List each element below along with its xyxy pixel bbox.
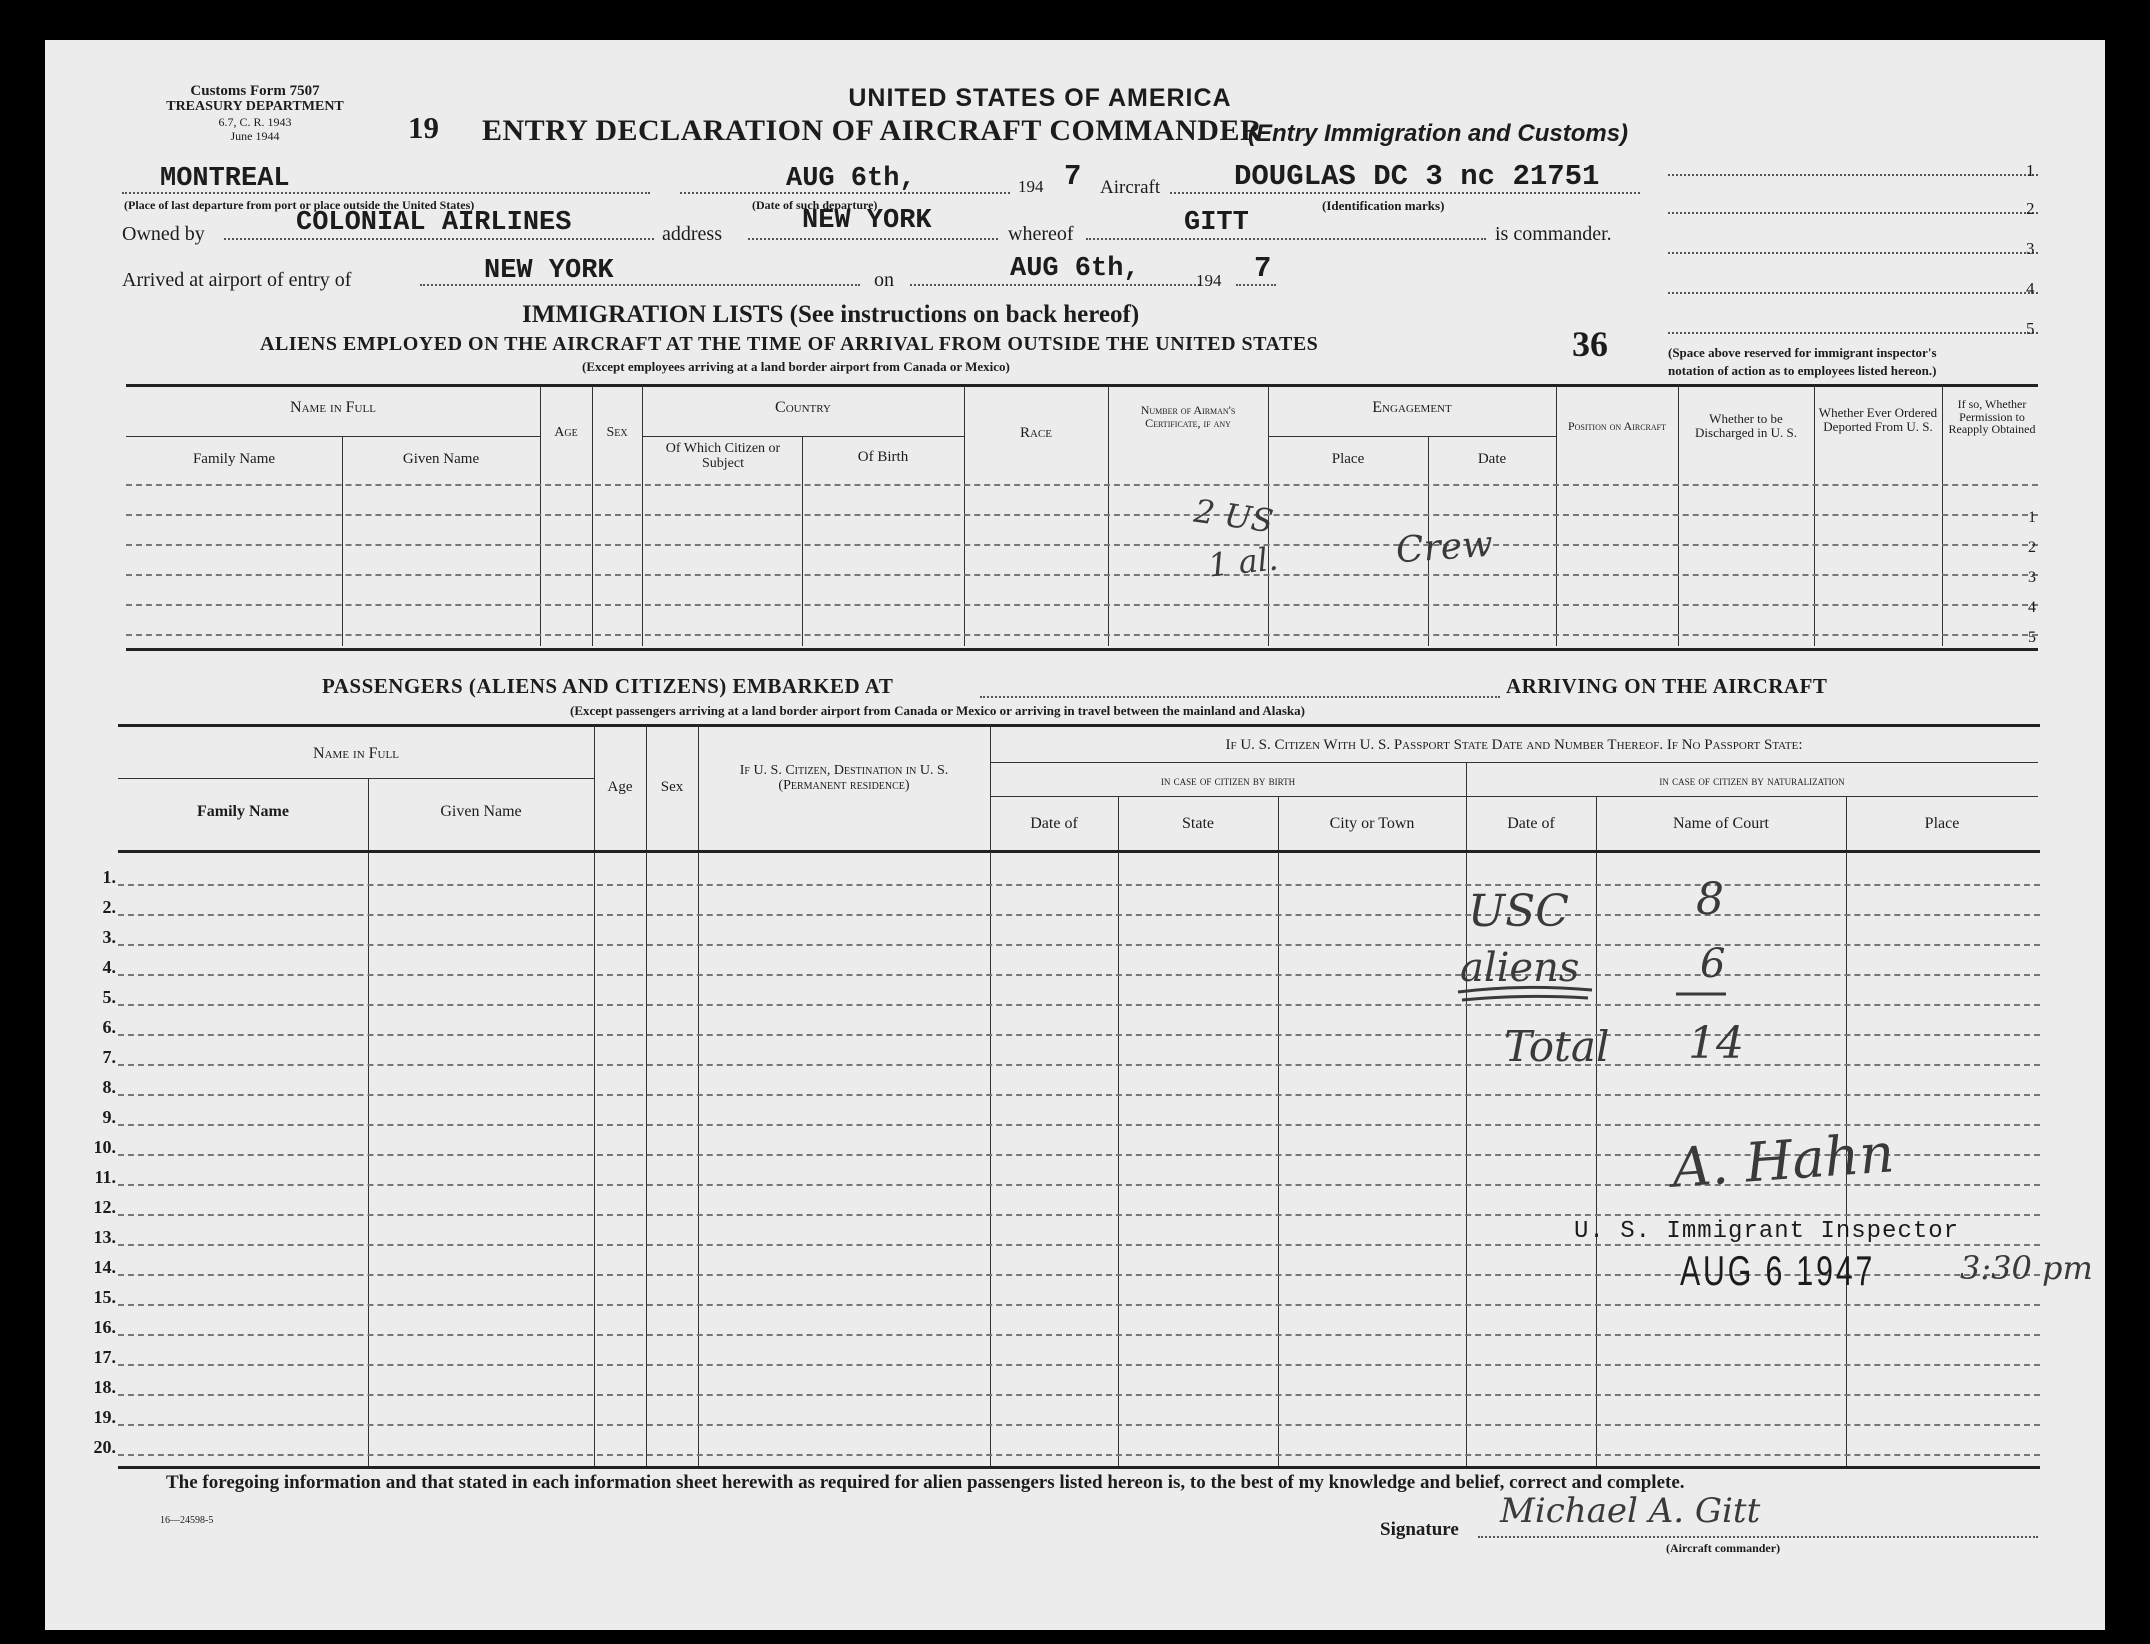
immigration-title: IMMIGRATION LISTS (See instructions on back hereof): [522, 301, 1140, 328]
passenger-table-bottom-border: [118, 1466, 2040, 1469]
crew-col-divider: [802, 436, 803, 646]
passenger-row-number-2: 2.: [102, 897, 116, 917]
crew-col-divider: [642, 386, 643, 646]
arrival-year-prefix: 194: [1196, 271, 1222, 290]
owner-label: Owned by: [122, 223, 205, 245]
passenger-row-number-14: 14.: [93, 1257, 116, 1277]
crew-note-crew: Crew: [1394, 523, 1495, 572]
passenger-header-given-name: Given Name: [440, 803, 522, 820]
immigration-subtitle: ALIENS EMPLOYED ON THE AIRCRAFT AT THE TIME OF ARRIVAL FROM OUTSIDE THE UNITED STATES: [260, 333, 1319, 355]
passenger-row-number-8: 8.: [102, 1077, 116, 1097]
departure-place-line: [122, 192, 650, 194]
passenger-col-divider: [1466, 762, 1467, 1466]
crew-col-divider: [1942, 386, 1943, 646]
country-heading: UNITED STATES OF AMERICA: [848, 84, 1232, 112]
crew-row-number-2: 2: [2028, 539, 2036, 556]
passenger-row-number-5: 5.: [102, 987, 116, 1007]
signature-label: Signature: [1380, 1519, 1459, 1540]
crew-header-date: Date: [1477, 451, 1507, 467]
departure-place-caption: (Place of last departure from port or place outside the United States): [124, 198, 475, 212]
aircraft-line: [1170, 192, 1640, 194]
signature-line: [1478, 1536, 2038, 1538]
print-code: 16—24598-5: [160, 1515, 214, 1526]
reserved-line-4: [1668, 292, 2038, 294]
immigration-caption: (Except employees arriving at a land border airport from Canada or Mexico): [582, 359, 1010, 374]
crew-row-number-5: 5: [2028, 629, 2036, 646]
crew-subheader-rule: [1268, 436, 1556, 437]
crew-header-name-in-full: Name in Full: [290, 399, 376, 416]
crew-row-number-1: 1: [2028, 509, 2036, 526]
page-title: ENTRY DECLARATION OF AIRCRAFT COMMANDER: [482, 114, 1263, 147]
form-sheet-number: 19: [408, 110, 439, 145]
passenger-subheader-rule: [990, 762, 2038, 763]
tally-usc-value: 8: [1696, 874, 1724, 925]
passenger-row-number-18: 18.: [93, 1377, 116, 1397]
reserved-line-2: [1668, 212, 2038, 214]
passenger-row-line: [118, 1004, 2040, 1006]
form-number-label: Customs Form 7507: [190, 83, 320, 99]
passenger-header-by-birth: in case of citizen by birth: [1160, 773, 1296, 788]
passenger-row-number-11: 11.: [94, 1167, 116, 1187]
reserved-number-1: 1: [2026, 161, 2035, 180]
crew-note-us: 2 US: [1191, 491, 1276, 541]
passenger-row-line: [118, 944, 2040, 946]
crew-header-sex: Sex: [606, 425, 628, 440]
departure-year-suffix: 7: [1064, 160, 1082, 193]
commander-suffix: is commander.: [1495, 223, 1612, 245]
reserved-line-1: [1668, 174, 2038, 176]
passenger-header-court: Name of Court: [1673, 815, 1769, 832]
crew-row-line: [126, 574, 2038, 576]
regulation-label: 6.7, C. R. 1943: [218, 115, 292, 129]
crew-col-divider: [1814, 386, 1815, 646]
arrival-on-label: on: [874, 269, 894, 291]
whereof-label: whereof: [1008, 223, 1074, 245]
passenger-header-city: City or Town: [1329, 815, 1415, 832]
commander-value: GITT: [1184, 208, 1249, 238]
passenger-subheader-rule: [990, 796, 2038, 797]
crew-row-number-3: 3: [2028, 569, 2036, 586]
departure-place-value: MONTREAL: [160, 164, 290, 194]
arrival-year-line: [1236, 284, 1276, 286]
crew-row-number-4: 4: [2028, 599, 2036, 616]
arrival-date-value: AUG 6th,: [1010, 254, 1140, 284]
passenger-header-age: Age: [607, 779, 633, 795]
passenger-header-bottom-border: [118, 850, 2040, 853]
departure-year-prefix: 194: [1018, 177, 1044, 196]
crew-header-engagement: Engagement: [1372, 399, 1452, 416]
passenger-row-line: [118, 1454, 2040, 1456]
certification-text: The foregoing information and that stated in each information sheet herewith as required for alien passengers listed hereon is, to the best of my knowledge and belief, correct and complete.: [166, 1472, 1685, 1493]
crew-header-reapply: If so, Whether Permission to Reapply Obtained: [1948, 397, 2036, 437]
passenger-header-destination: If U. S. Citizen, Destination in U. S. (Permanent residence): [739, 763, 949, 793]
arrival-label: Arrived at airport of entry of: [122, 269, 352, 291]
inspection-date-stamp: AUG 6 1947: [1680, 1247, 1876, 1294]
owner-value: COLONIAL AIRLINES: [296, 208, 572, 238]
tally-usc-label: USC: [1468, 886, 1569, 937]
passenger-col-divider: [990, 726, 991, 1466]
passenger-row-line: [118, 1034, 2040, 1036]
crew-col-divider: [1678, 386, 1679, 646]
crew-row-line: [126, 544, 2038, 546]
passenger-row-line: [118, 1064, 2040, 1066]
reserved-number-3: 3: [2026, 239, 2035, 258]
passenger-header-name-in-full: Name in Full: [313, 745, 399, 762]
passenger-header-state: State: [1182, 815, 1214, 832]
crew-header-discharged: Whether to be Discharged in U. S.: [1695, 411, 1797, 440]
owner-line: [224, 238, 654, 240]
commander-line: [1086, 238, 1486, 240]
crew-header-given-name: Given Name: [402, 451, 480, 467]
reserved-number-5: 5: [2026, 319, 2035, 338]
aircraft-label: Aircraft: [1100, 177, 1161, 198]
reserved-note-line2: notation of action as to employees listed hereon.): [1668, 363, 1937, 378]
crew-row-line: [126, 484, 2038, 486]
crew-col-divider: [592, 386, 593, 646]
crew-header-citizen-of: Of Which Citizen or Subject: [665, 441, 781, 471]
passenger-row-number-20: 20.: [93, 1437, 116, 1457]
form-date-label: June 1944: [230, 129, 280, 143]
reserved-number-4: 4: [2026, 279, 2035, 298]
passenger-row-number-3: 3.: [102, 927, 116, 947]
crew-header-family-name: Family Name: [192, 451, 276, 467]
tally-aliens-label: aliens: [1460, 945, 1580, 991]
passenger-row-number-10: 10.: [93, 1137, 116, 1157]
passenger-header-birth-date: Date of: [1030, 815, 1078, 832]
crew-header-position: Position on Aircraft: [1567, 419, 1666, 433]
crew-row-line: [126, 634, 2038, 636]
crew-header-airman-certificate: Number of Airman's Certificate, if any: [1140, 403, 1236, 431]
passenger-row-number-13: 13.: [93, 1227, 116, 1247]
passenger-header-sex: Sex: [660, 779, 684, 795]
passenger-header-passport: If U. S. Citizen With U. S. Passport State Date and Number Thereof. If No Passport State:: [1225, 737, 1803, 753]
passenger-row-number-7: 7.: [102, 1047, 116, 1067]
tally-aliens-value: 6: [1700, 941, 1726, 987]
passenger-row-number-17: 17.: [93, 1347, 116, 1367]
passenger-header-family-name: Family Name: [197, 803, 289, 820]
crew-header-place: Place: [1331, 451, 1365, 467]
reserved-line-3: [1668, 252, 2038, 254]
crew-subheader-rule: [642, 436, 964, 437]
passenger-row-line: [118, 1304, 2040, 1306]
passenger-row-line: [118, 884, 2040, 886]
passenger-row-number-16: 16.: [93, 1317, 116, 1337]
crew-table-top-border: [126, 384, 2038, 387]
commander-signature: Michael A. Gitt: [1500, 1491, 1761, 1531]
crew-row-line: [126, 514, 2038, 516]
crew-row-line: [126, 604, 2038, 606]
address-label: address: [662, 223, 722, 245]
passenger-row-number-1: 1.: [102, 867, 116, 887]
departure-date-caption: (Date of such departure): [752, 198, 878, 212]
passenger-header-naturalization-date: Date of: [1507, 815, 1555, 832]
passengers-arriving-label: ARRIVING ON THE AIRCRAFT: [1506, 674, 1828, 698]
passenger-col-divider: [368, 778, 369, 1466]
inspector-title: U. S. Immigrant Inspector: [1574, 1218, 1960, 1245]
passenger-row-line: [118, 1124, 2040, 1126]
immigration-count: 36: [1572, 324, 1608, 364]
passenger-row-line: [118, 1364, 2040, 1366]
address-line: [748, 238, 998, 240]
arrival-date-line: [910, 284, 1200, 286]
reserved-number-2: 2: [2026, 199, 2035, 218]
crew-header-deported: Whether Ever Ordered Deported From U. S.: [1818, 405, 1938, 434]
passenger-row-number-6: 6.: [102, 1017, 116, 1037]
inspection-time: 3:30 pm: [1960, 1249, 2093, 1287]
passenger-row-number-15: 15.: [93, 1287, 116, 1307]
crew-col-divider: [342, 436, 343, 646]
department-label: TREASURY DEPARTMENT: [166, 99, 344, 114]
passenger-row-line: [118, 1094, 2040, 1096]
inspector-signature: A. Hahn: [1670, 1121, 1897, 1200]
crew-col-divider: [540, 386, 541, 646]
tally-total-label: Total: [1504, 1022, 1610, 1071]
passenger-col-divider: [698, 726, 699, 1466]
passenger-row-line: [118, 974, 2040, 976]
departure-date-line: [680, 192, 1010, 194]
passenger-row-number-4: 4.: [102, 957, 116, 977]
passenger-row-number-19: 19.: [93, 1407, 116, 1427]
crew-table-bottom-border: [126, 648, 2038, 651]
crew-col-divider: [1556, 386, 1557, 646]
passenger-row-line: [118, 1334, 2040, 1336]
tally-total-value: 14: [1688, 1018, 1744, 1069]
passenger-row-number-12: 12.: [93, 1197, 116, 1217]
passengers-caption: (Except passengers arriving at a land border airport from Canada or Mexico or arriving in travel between the mainland and Alaska): [570, 703, 1305, 718]
crew-col-divider: [1108, 386, 1109, 646]
reserved-line-5: [1668, 332, 2038, 334]
crew-note-alien: 1 al.: [1206, 539, 1280, 585]
passenger-col-divider: [646, 726, 647, 1466]
signature-caption: (Aircraft commander): [1666, 1541, 1781, 1555]
address-value: NEW YORK: [802, 206, 932, 236]
crew-col-divider: [964, 386, 965, 646]
reserved-note-line1: (Space above reserved for immigrant inspector's: [1668, 345, 1937, 360]
aircraft-value: DOUGLAS DC 3 nc 21751: [1234, 160, 1600, 193]
departure-date-value: AUG 6th,: [786, 164, 916, 194]
page-subtitle: (Entry Immigration and Customs): [1248, 120, 1629, 147]
crew-header-country: Country: [775, 399, 831, 416]
passenger-row-line: [118, 1214, 2040, 1216]
passenger-header-by-naturalization: in case of citizen by naturalization: [1659, 773, 1845, 788]
passenger-col-divider: [594, 726, 595, 1466]
crew-header-age: Age: [554, 425, 578, 440]
arrival-airport-value: NEW YORK: [484, 256, 614, 286]
passenger-header-place: Place: [1924, 815, 1960, 832]
passenger-row-line: [118, 914, 2040, 916]
passenger-table-top-border: [118, 724, 2040, 727]
arrival-year-suffix: 7: [1254, 252, 1272, 285]
crew-header-race: Race: [1019, 425, 1052, 441]
passengers-title: PASSENGERS (ALIENS AND CITIZENS) EMBARKED AT: [322, 674, 894, 698]
crew-subheader-rule: [126, 436, 540, 437]
aircraft-caption: (Identification marks): [1322, 198, 1445, 213]
passenger-row-number-9: 9.: [102, 1107, 116, 1127]
passenger-row-line: [118, 1424, 2040, 1426]
passenger-subheader-rule: [118, 778, 594, 779]
arrival-airport-line: [420, 284, 860, 286]
passenger-row-line: [118, 1394, 2040, 1396]
embarked-at-line: [980, 696, 1500, 698]
crew-header-of-birth: Of Birth: [857, 449, 909, 465]
